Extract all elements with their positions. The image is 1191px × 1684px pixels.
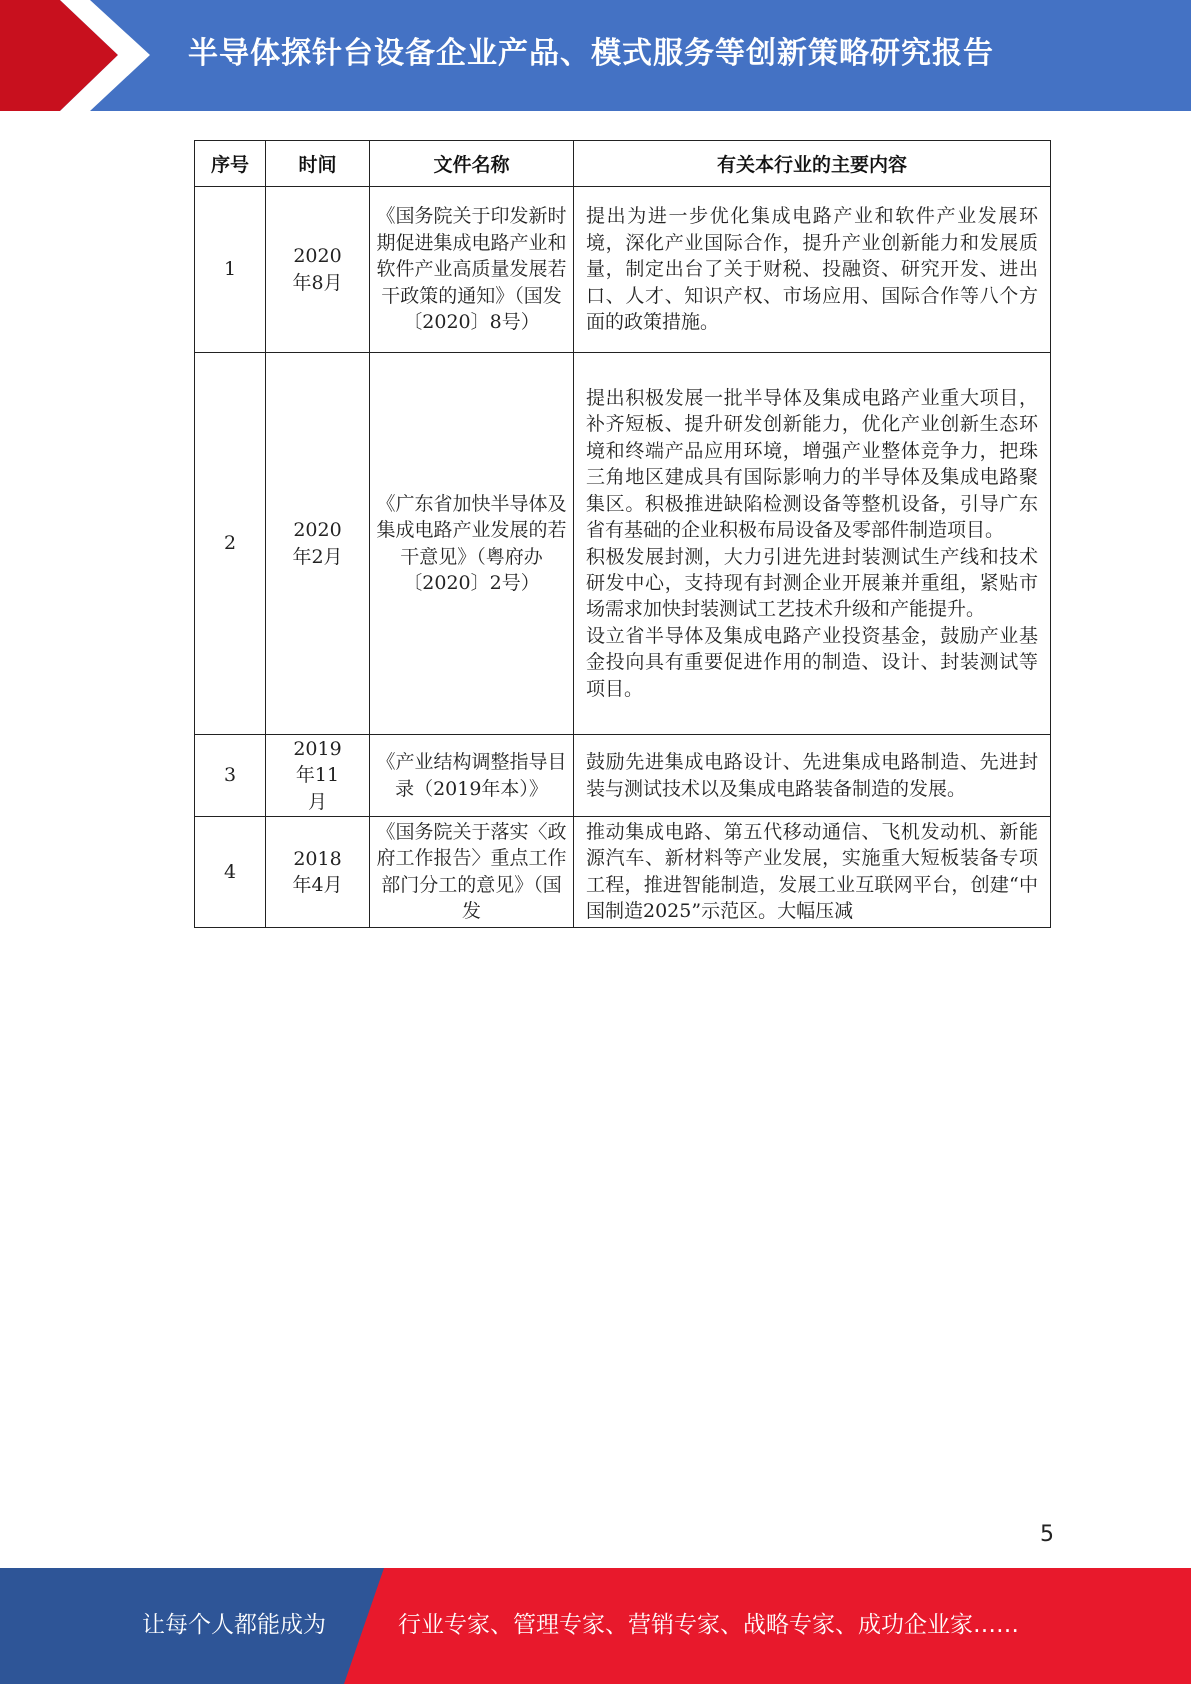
column-header-no: 序号 — [195, 141, 266, 187]
content-paragraph: 积极发展封测，大力引进先进封装测试生产线和技术研发中心，支持现有封测企业开展兼并重组，紧贴市场需求加快封装测试工艺技术升级和产能提升。 — [586, 545, 1038, 621]
row-time: 2020年2月 — [266, 353, 370, 735]
footer-slogan-right: 行业专家、管理专家、营销专家、战略专家、成功企业家…… — [398, 1612, 1019, 1638]
policy-table — [194, 140, 1051, 928]
page-header — [0, 0, 1191, 111]
content-paragraph: 推动集成电路、第五代移动通信、飞机发动机、新能源汽车、新材料等产业发展，实施重大短板装备专项工程，推进智能制造，发展工业互联网平台，创建“中国制造2025”示范区。大幅压减 — [586, 821, 1038, 923]
page-footer — [0, 1568, 1191, 1684]
row-time: 2020年8月 — [266, 187, 370, 353]
row-number: 2 — [195, 353, 266, 735]
column-header-time: 时间 — [266, 141, 370, 187]
row-number: 3 — [195, 735, 266, 817]
row-content — [574, 353, 1051, 735]
row-number: 1 — [195, 187, 266, 353]
row-number: 4 — [195, 817, 266, 928]
row-time: 2018年4月 — [266, 817, 370, 928]
row-doc-name: 《国务院关于印发新时期促进集成电路产业和软件产业高质量发展若干政策的通知》（国发〔2020〕8号） — [370, 187, 574, 353]
row-doc-name: 《广东省加快半导体及集成电路产业发展的若干意见》（粤府办〔2020〕2号） — [370, 353, 574, 735]
row-doc-name — [370, 817, 574, 928]
table-header-row — [195, 141, 1051, 187]
content-paragraph: 设立省半导体及集成电路产业投资基金，鼓励产业基金投向具有重要促进作用的制造、设计、封装测试等项目。 — [586, 624, 1038, 700]
doc-name-text: 《国务院关于落实〈政府工作报告〉重点工作部门分工的意见》（国发 — [376, 821, 567, 923]
row-content — [574, 735, 1051, 817]
table-row — [195, 735, 1051, 817]
row-content — [574, 187, 1051, 353]
column-header-doc-name: 文件名称 — [370, 141, 574, 187]
row-time: 2019年11月 — [266, 735, 370, 817]
page-number: 5 — [1040, 1522, 1054, 1547]
table-row — [195, 187, 1051, 353]
column-header-content: 有关本行业的主要内容 — [574, 141, 1051, 187]
content-paragraph: 提出为进一步优化集成电路产业和软件产业发展环境，深化产业国际合作，提升产业创新能力和发展质量，制定出台了关于财税、投融资、研究开发、进出口、人才、知识产权、市场应用、国际合作等八个方面的政策措施。 — [586, 205, 1038, 334]
report-title: 半导体探针台设备企业产品、模式服务等创新策略研究报告 — [188, 36, 994, 71]
footer-slogan-left: 让每个人都能成为 — [142, 1612, 326, 1638]
table-row — [195, 353, 1051, 735]
content-paragraph: 提出积极发展一批半导体及集成电路产业重大项目，补齐短板、提升研发创新能力，优化产业创新生态环境和终端产品应用环境，增强产业整体竞争力，把珠三角地区建成具有国际影响力的半导体及集成电路聚集区。积极推进缺陷检测设备等整机设备，引导广东省有基础的企业积极布局设备及零部件制造项目。 — [586, 387, 1038, 542]
row-doc-name: 《产业结构调整指导目录（2019年本）》 — [370, 735, 574, 817]
row-content — [574, 817, 1051, 928]
table-row — [195, 817, 1051, 928]
content-paragraph: 鼓励先进集成电路设计、先进集成电路制造、先进封装与测试技术以及集成电路装备制造的发展。 — [586, 751, 1038, 800]
